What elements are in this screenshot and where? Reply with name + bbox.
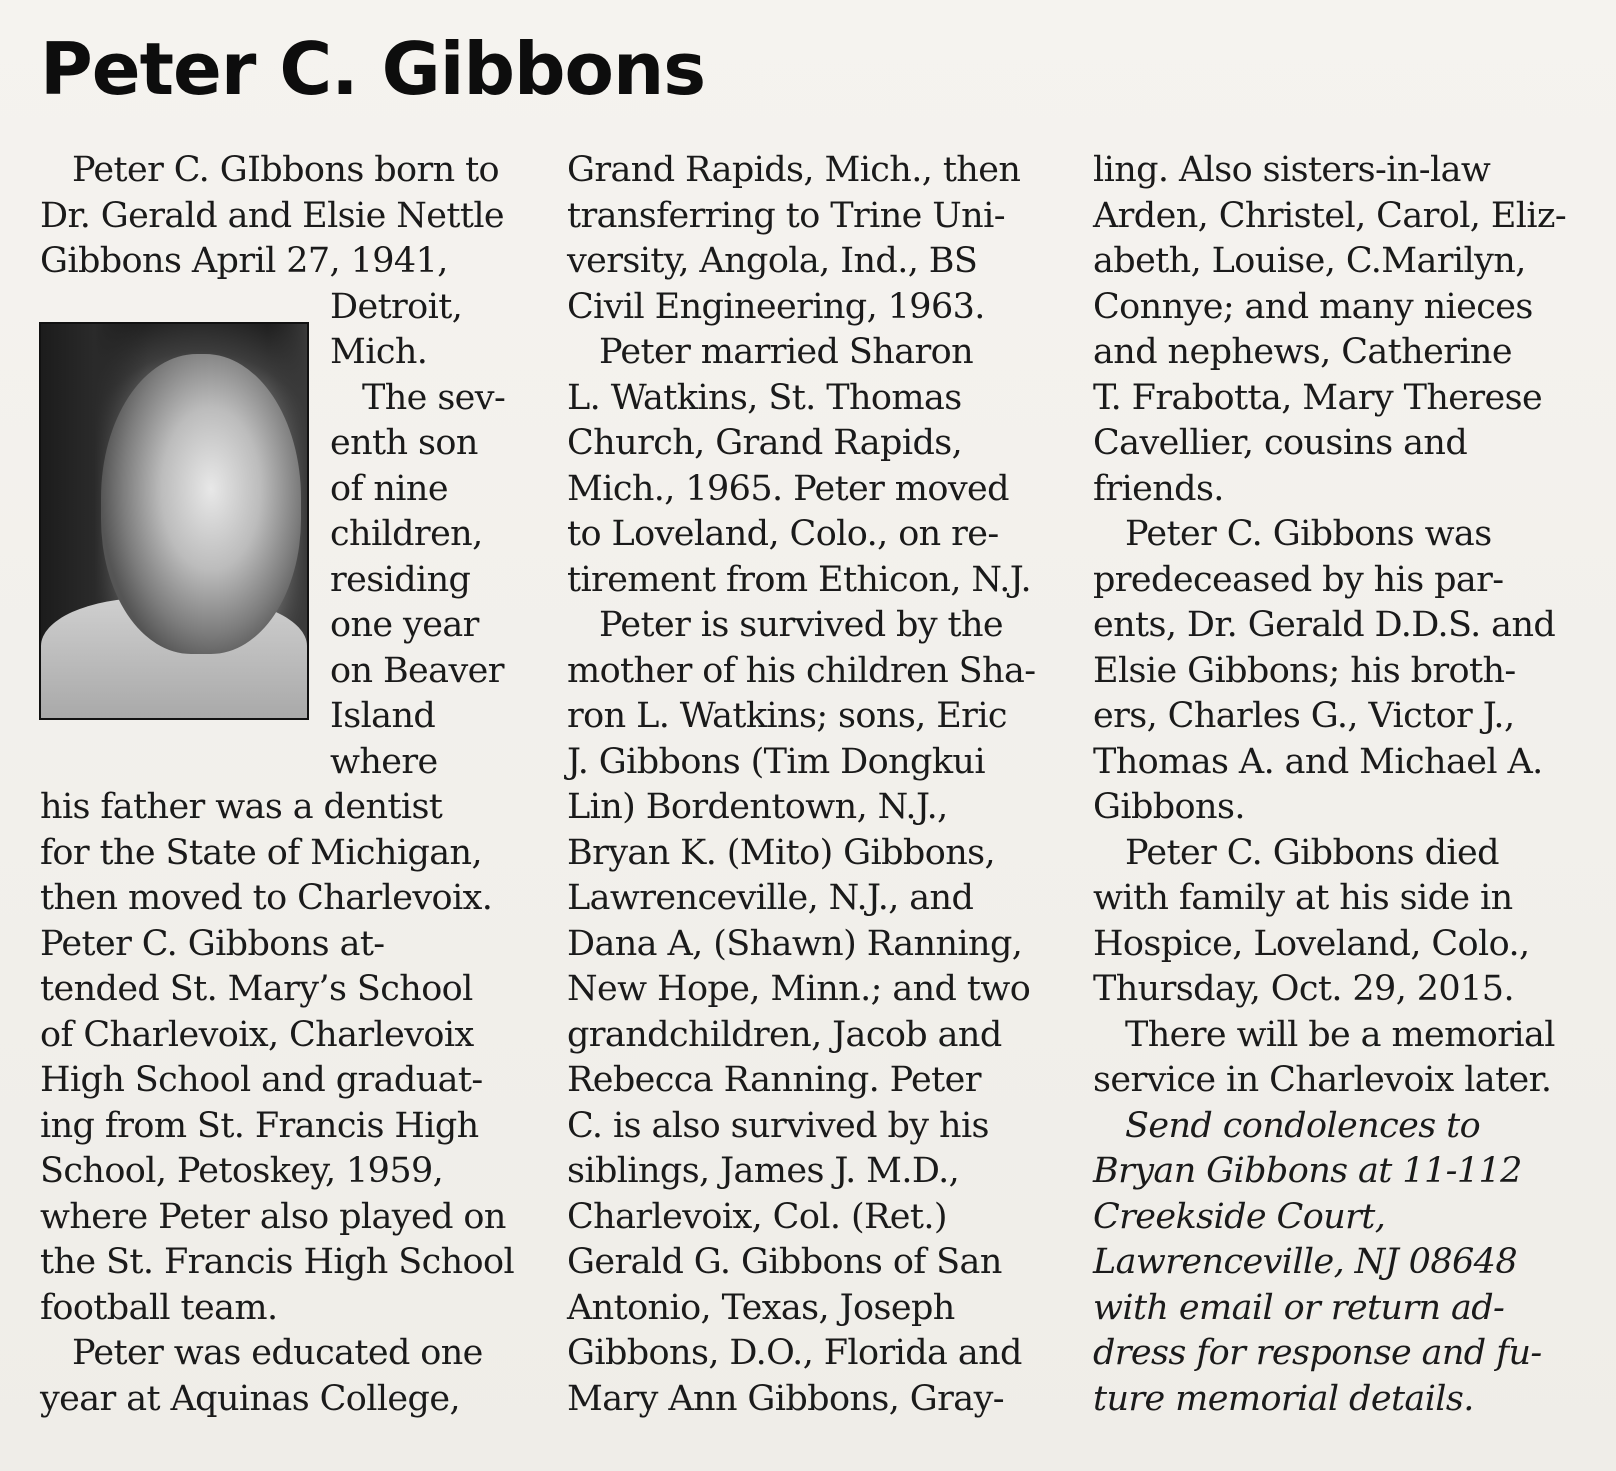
- text-line: Thomas A. and Michael A.: [1093, 741, 1543, 782]
- text-line: with email or return ad-: [1093, 1287, 1505, 1328]
- text-line: football team.: [40, 1287, 278, 1328]
- text-line: Peter married Sharon: [599, 332, 974, 372]
- text-line: Dana A, (Shawn) Ranning,: [567, 923, 1023, 964]
- text-line: residing: [330, 559, 471, 600]
- text-line: of nine: [330, 468, 448, 509]
- text-line: for the State of Michigan,: [40, 832, 482, 873]
- text-line: Gibbons.: [1093, 787, 1245, 827]
- text-line: to Loveland, Colo., on re-: [567, 514, 999, 554]
- text-line: Detroit,: [330, 286, 463, 327]
- text-line: versity, Angola, Ind., BS: [567, 241, 978, 281]
- text-line: Peter is survived by the: [599, 605, 1004, 645]
- text-line: and nephews, Catherine: [1093, 332, 1512, 372]
- text-line: the St. Francis High School: [40, 1242, 515, 1282]
- column-3: [1093, 148, 1573, 1422]
- text-line: grandchildren, Jacob and: [567, 1014, 1002, 1055]
- text-line: transferring to Trine Uni-: [567, 195, 1005, 236]
- text-line: ture memorial details.: [1093, 1378, 1474, 1419]
- text-line: Bryan Gibbons at 11-112: [1093, 1151, 1522, 1191]
- text-line: Rebecca Ranning. Peter: [567, 1060, 981, 1100]
- text-line: Antonio, Texas, Joseph: [567, 1287, 955, 1328]
- text-line: Elsie Gibbons; his broth-: [1093, 650, 1516, 691]
- text-line: Gibbons April 27, 1941,: [40, 241, 448, 281]
- text-line: abeth, Louise, C.Marilyn,: [1093, 241, 1526, 281]
- text-line: of Charlevoix, Charlevoix: [40, 1014, 474, 1055]
- text-line: Church, Grand Rapids,: [567, 423, 963, 463]
- column-1: [40, 148, 520, 1422]
- text-line: ing from St. Francis High: [40, 1105, 479, 1146]
- text-line: Mich., 1965. Peter moved: [567, 468, 1009, 509]
- text-line: enth son: [330, 423, 478, 463]
- text-line: Creekside Court,: [1093, 1196, 1386, 1237]
- text-line: There will be a memorial: [1125, 1014, 1555, 1055]
- text-line: Lawrenceville, N.J., and: [567, 878, 974, 918]
- text-line: Peter C. Gibbons was: [1125, 514, 1492, 554]
- text-line: ents, Dr. Gerald D.D.S. and: [1093, 605, 1556, 645]
- text-line: The sev-: [362, 377, 506, 418]
- text-line: Cavellier, cousins and: [1093, 423, 1468, 463]
- text-line: Hospice, Loveland, Colo.,: [1093, 923, 1530, 964]
- text-line: Lin) Bordentown, N.J.,: [567, 787, 948, 827]
- text-line: with family at his side in: [1093, 878, 1513, 918]
- text-line: children,: [330, 514, 483, 554]
- text-line: New Hope, Minn.; and two: [567, 969, 1031, 1009]
- text-line: service in Charlevoix later.: [1093, 1060, 1552, 1100]
- text-line: Peter C. GIbbons born to: [72, 150, 500, 190]
- text-line: J. Gibbons (Tim Dongkui: [567, 741, 985, 782]
- text-line: Grand Rapids, Mich., then: [567, 150, 1021, 190]
- text-line: then moved to Charlevoix.: [40, 878, 493, 918]
- text-line: dress for response and fu-: [1093, 1333, 1542, 1373]
- text-line: Charlevoix, Col. (Ret.): [567, 1196, 947, 1237]
- text-line: Peter was educated one: [72, 1333, 483, 1373]
- text-line: tirement from Ethicon, N.J.: [567, 559, 1031, 600]
- text-line: Mich.: [330, 332, 428, 372]
- text-line: Dr. Gerald and Elsie Nettle: [40, 195, 505, 236]
- column-2: [567, 148, 1047, 1422]
- text-line: mother of his children Sha-: [567, 650, 1036, 691]
- text-line: ron L. Watkins; sons, Eric: [567, 696, 1007, 736]
- text-line: siblings, James J. M.D.,: [567, 1151, 960, 1191]
- text-line: Island: [330, 696, 436, 736]
- text-line: Send condolences to: [1125, 1105, 1481, 1146]
- text-line: T. Frabotta, Mary Therese: [1093, 377, 1543, 418]
- text-line: year at Aquinas College,: [40, 1378, 460, 1419]
- text-line: Bryan K. (Mito) Gibbons,: [567, 832, 996, 873]
- obituary-headline: Peter C. Gibbons: [40, 27, 706, 111]
- text-line: ers, Charles G., Victor J.,: [1093, 696, 1515, 736]
- text-line: on Beaver: [330, 650, 504, 691]
- text-line: ling. Also sisters-in-law: [1093, 150, 1491, 190]
- text-line: Gibbons, D.O., Florida and: [567, 1333, 1022, 1373]
- text-line: Mary Ann Gibbons, Gray-: [567, 1378, 1004, 1419]
- text-line: tended St. Mary’s School: [40, 969, 473, 1009]
- text-line: Lawrenceville, NJ 08648: [1093, 1242, 1518, 1282]
- text-line: his father was a dentist: [40, 787, 443, 827]
- text-line: Arden, Christel, Carol, Eliz-: [1093, 195, 1567, 236]
- text-line: High School and graduat-: [40, 1060, 483, 1100]
- text-line: L. Watkins, St. Thomas: [567, 377, 962, 418]
- text-line: Peter C. Gibbons at-: [40, 923, 385, 964]
- text-line: Peter C. Gibbons died: [1125, 832, 1499, 873]
- text-line: where: [330, 741, 438, 782]
- text-line: Gerald G. Gibbons of San: [567, 1242, 1002, 1282]
- text-line: Civil Engineering, 1963.: [567, 286, 985, 327]
- text-line: School, Petoskey, 1959,: [40, 1151, 444, 1191]
- text-line: Connye; and many nieces: [1093, 286, 1533, 327]
- text-line: Thursday, Oct. 29, 2015.: [1093, 969, 1514, 1009]
- text-line: where Peter also played on: [40, 1196, 506, 1237]
- text-line: friends.: [1093, 468, 1224, 509]
- text-line: one year: [330, 605, 479, 645]
- text-line: predeceased by his par-: [1093, 559, 1504, 600]
- text-line: C. is also survived by his: [567, 1105, 989, 1146]
